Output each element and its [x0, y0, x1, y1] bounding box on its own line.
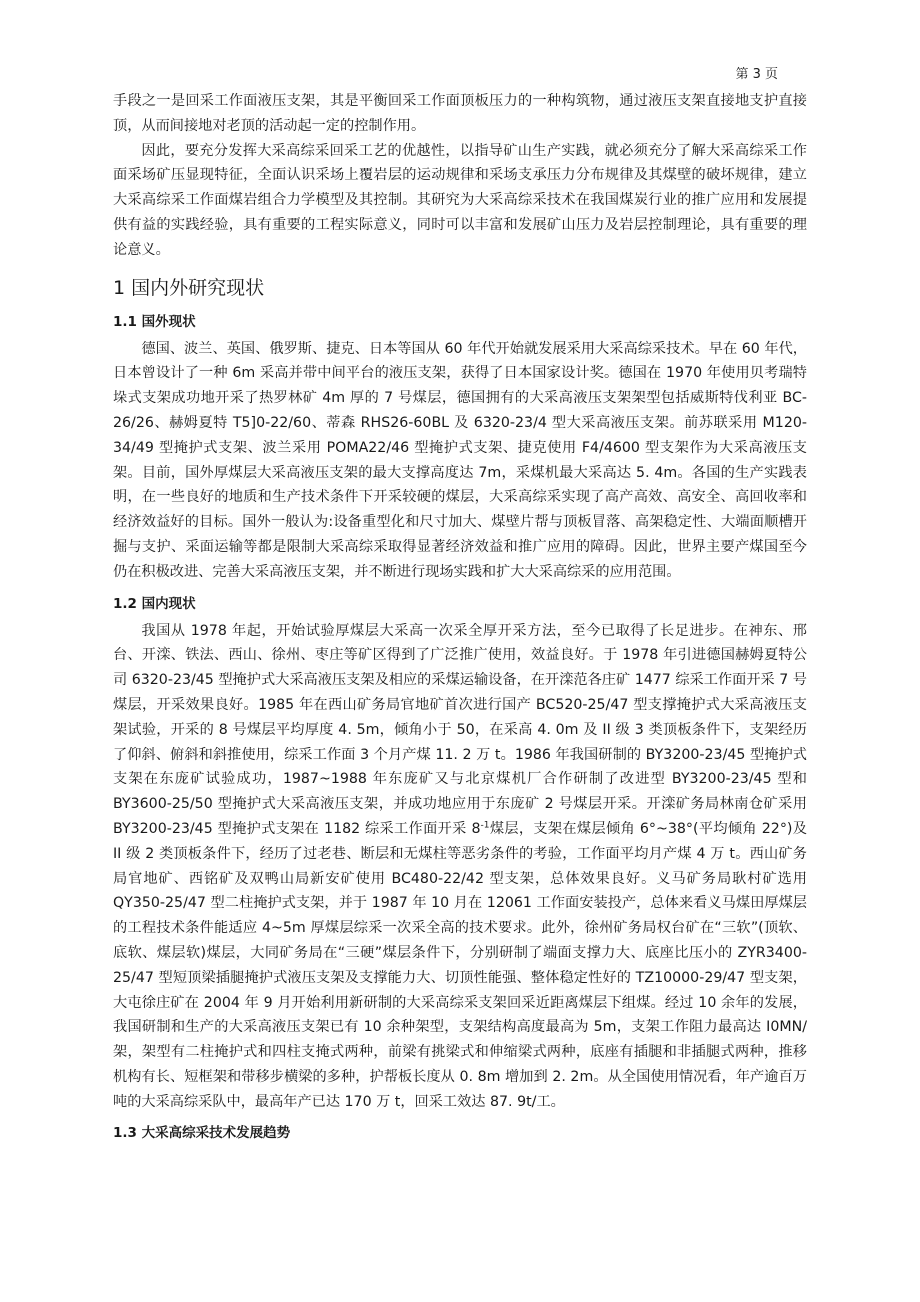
subsection-heading-trend: 1.3 大采高综采技术发展趋势 — [113, 1125, 291, 1142]
foreign-status-paragraph: 德国、波兰、英国、俄罗斯、捷克、日本等国从 60 年代开始就发展采用大采高综采技术。早在 60 年代，日本曾设计了一种 6m 采高并带中间平台的液压支架，获得了日本国家设计奖。德国在 1970 年使用贝考瑞特垛式支架成功地开采了热罗林矿 4m 厚的 7 号煤层，德国拥有的大采高液压支架架型包括威斯特伐利亚 BC-26/26、赫姆夏特 T5]0-22/60、蒂森 RHS26-60BL 及 6320-23/4 型大采高液压支架。前苏联采用 M120-34/49 型掩护式支架、波兰采用 POMA22/46 型掩护式支架、捷克使用 F4/4600 型支架作为大采高液压支架。目前，国外厚煤层大采高液压支架的最大支撑高度达 7m，采煤机最大采高达 5. 4m。各国的生产实践表明，在一些良好的地质和生产技术条件下开采较硬的煤层，大采高综采实现了高产高效、高安全、高回收率和经济效益好的目标。国外一般认为:设备重型化和尺寸加大、煤壁片帮与顶板冒落、高架稳定性、大端面顺槽开掘与支护、采面运输等都是限制大采高综采取得显著经济效益和推广应用的障碍。因此，世界主要产煤国至今仍在积极改进、完善大采高液压支架，并不断进行现场实践和扩大大采高综采的应用范围。 — [113, 340, 807, 580]
page-number: 第 3 页 — [735, 67, 778, 82]
subsection-heading-foreign: 1.1 国外现状 — [113, 313, 196, 330]
domestic-status-paragraph — [113, 619, 807, 1115]
page-content — [113, 89, 807, 1148]
intro-paragraph-1: 手段之一是回采工作面液压支架，其是平衡回采工作面顶板压力的一种构筑物，通过液压支架直接地支护直接顶，从而间接地对老顶的活动起一定的控制作用。 — [113, 93, 807, 134]
intro-paragraph-2: 因此，要充分发挥大采高综采回采工艺的优越性，以指导矿山生产实践，就必须充分了解大采高综采工作面采场矿压显现特征，全面认识采场上覆岩层的运动规律和采场支承压力分布规律及其煤壁的破坏规律，建立大采高综采工作面煤岩组合力学模型及其控制。其研究为大采高综采技术在我国煤炭行业的推广应用和发展提供有益的实践经验，具有重要的工程实际意义，同时可以丰富和发展矿山压力及岩层控制理论，具有重要的理论意义。 — [113, 142, 807, 258]
domestic-text-part-1: 我国从 1978 年起，开始试验厚煤层大采高一次采全厚开采方法，至今已取得了长足进步。在神东、邢台、开滦、铁法、西山、徐州、枣庄等矿区得到了广泛推广使用，效益良好。于 1978 年引进德国赫姆夏特公司 6320-23/45 型掩护式大采高液压支架及相应的采煤运输设备，在开滦范各庄矿 1477 综采工作面开采 7 号煤层，开采效果良好。1985 年在西山矿务局官地矿首次进行国产 BC520-25/47 型支撑掩护式大采高液压支架试验，开采的 8 号煤层平均厚度 4. 5m，倾角小于 50，在采高 4. 0m 及 II 级 3 类顶板条件下，支架经历了仰斜、俯斜和斜推使用，综采工作面 3 个月产煤 11. 2 万 t。1986 年我国研制的 BY3200-23/45 型掩护式支架在东庞矿试验成功，1987~1988 年东庞矿又与北京煤机厂合作研制了改进型 BY3200-23/45 型和 BY3600-25/50 型掩护式大采高液压支架，并成功地应用于东庞矿 2 号煤层开采。开滦矿务局林南仓矿采用 BY3200-23/45 型掩护式支架在 1182 综采工作面开采 8 — [113, 622, 807, 837]
subsection-heading-domestic: 1.2 国内现状 — [113, 595, 196, 612]
domestic-text-part-2: 煤层，支架在煤层倾角 6°~38°(平均倾角 22°)及 II 级 2 类顶板条件下，经历了过老巷、断层和无煤柱等恶劣条件的考验，工作面平均月产煤 4 万 t。西山矿务局官地矿、西铭矿及双鸭山局新安矿使用 BC480-22/42 型支架，总体效果良好。义马矿务局耿村矿选用 QY350-25/47 型二柱掩护式支架，并于 1987 年 10 月在 12061 工作面安装投产，总体来看义马煤田厚煤层的工程技术条件能适应 4~5m 厚煤层综采一次采全高的技术要求。此外，徐州矿务局权台矿在“三软”(顶软、底软、煤层软)煤层，大同矿务局在“三硬”煤层条件下，分别研制了端面支撑力大、底座比压小的 ZYR3400-25/47 型短顶梁插腿掩护式液压支架及支撑能力大、切顶性能强、整体稳定性好的 TZ10000-29/47 型支架，大屯徐庄矿在 2004 年 9 月开始利用新研制的大采高综采支架回采近距离煤层下组煤。经过 10 余年的发展，我国研制和生产的大采高液压支架已有 10 余种架型，支架结构高度最高为 5m，支架工作阻力最高达 I0MN/架，架型有二柱掩护式和四柱支掩式两种，前梁有挑梁式和伸缩梁式两种，底座有插腿和非插腿式两种，推移机构有长、短框架和带移步横梁的多种，护帮板长度从 0. 8m 增加到 2. 2m。从全国使用情况看，年产逾百万吨的大采高综采队中，最高年产已达 170 万 t，回采工效达 87. 9t/工。 — [113, 820, 807, 1110]
superscript: -1 — [480, 820, 490, 831]
section-heading-research-status: 1 国内外研究现状 — [113, 276, 265, 299]
